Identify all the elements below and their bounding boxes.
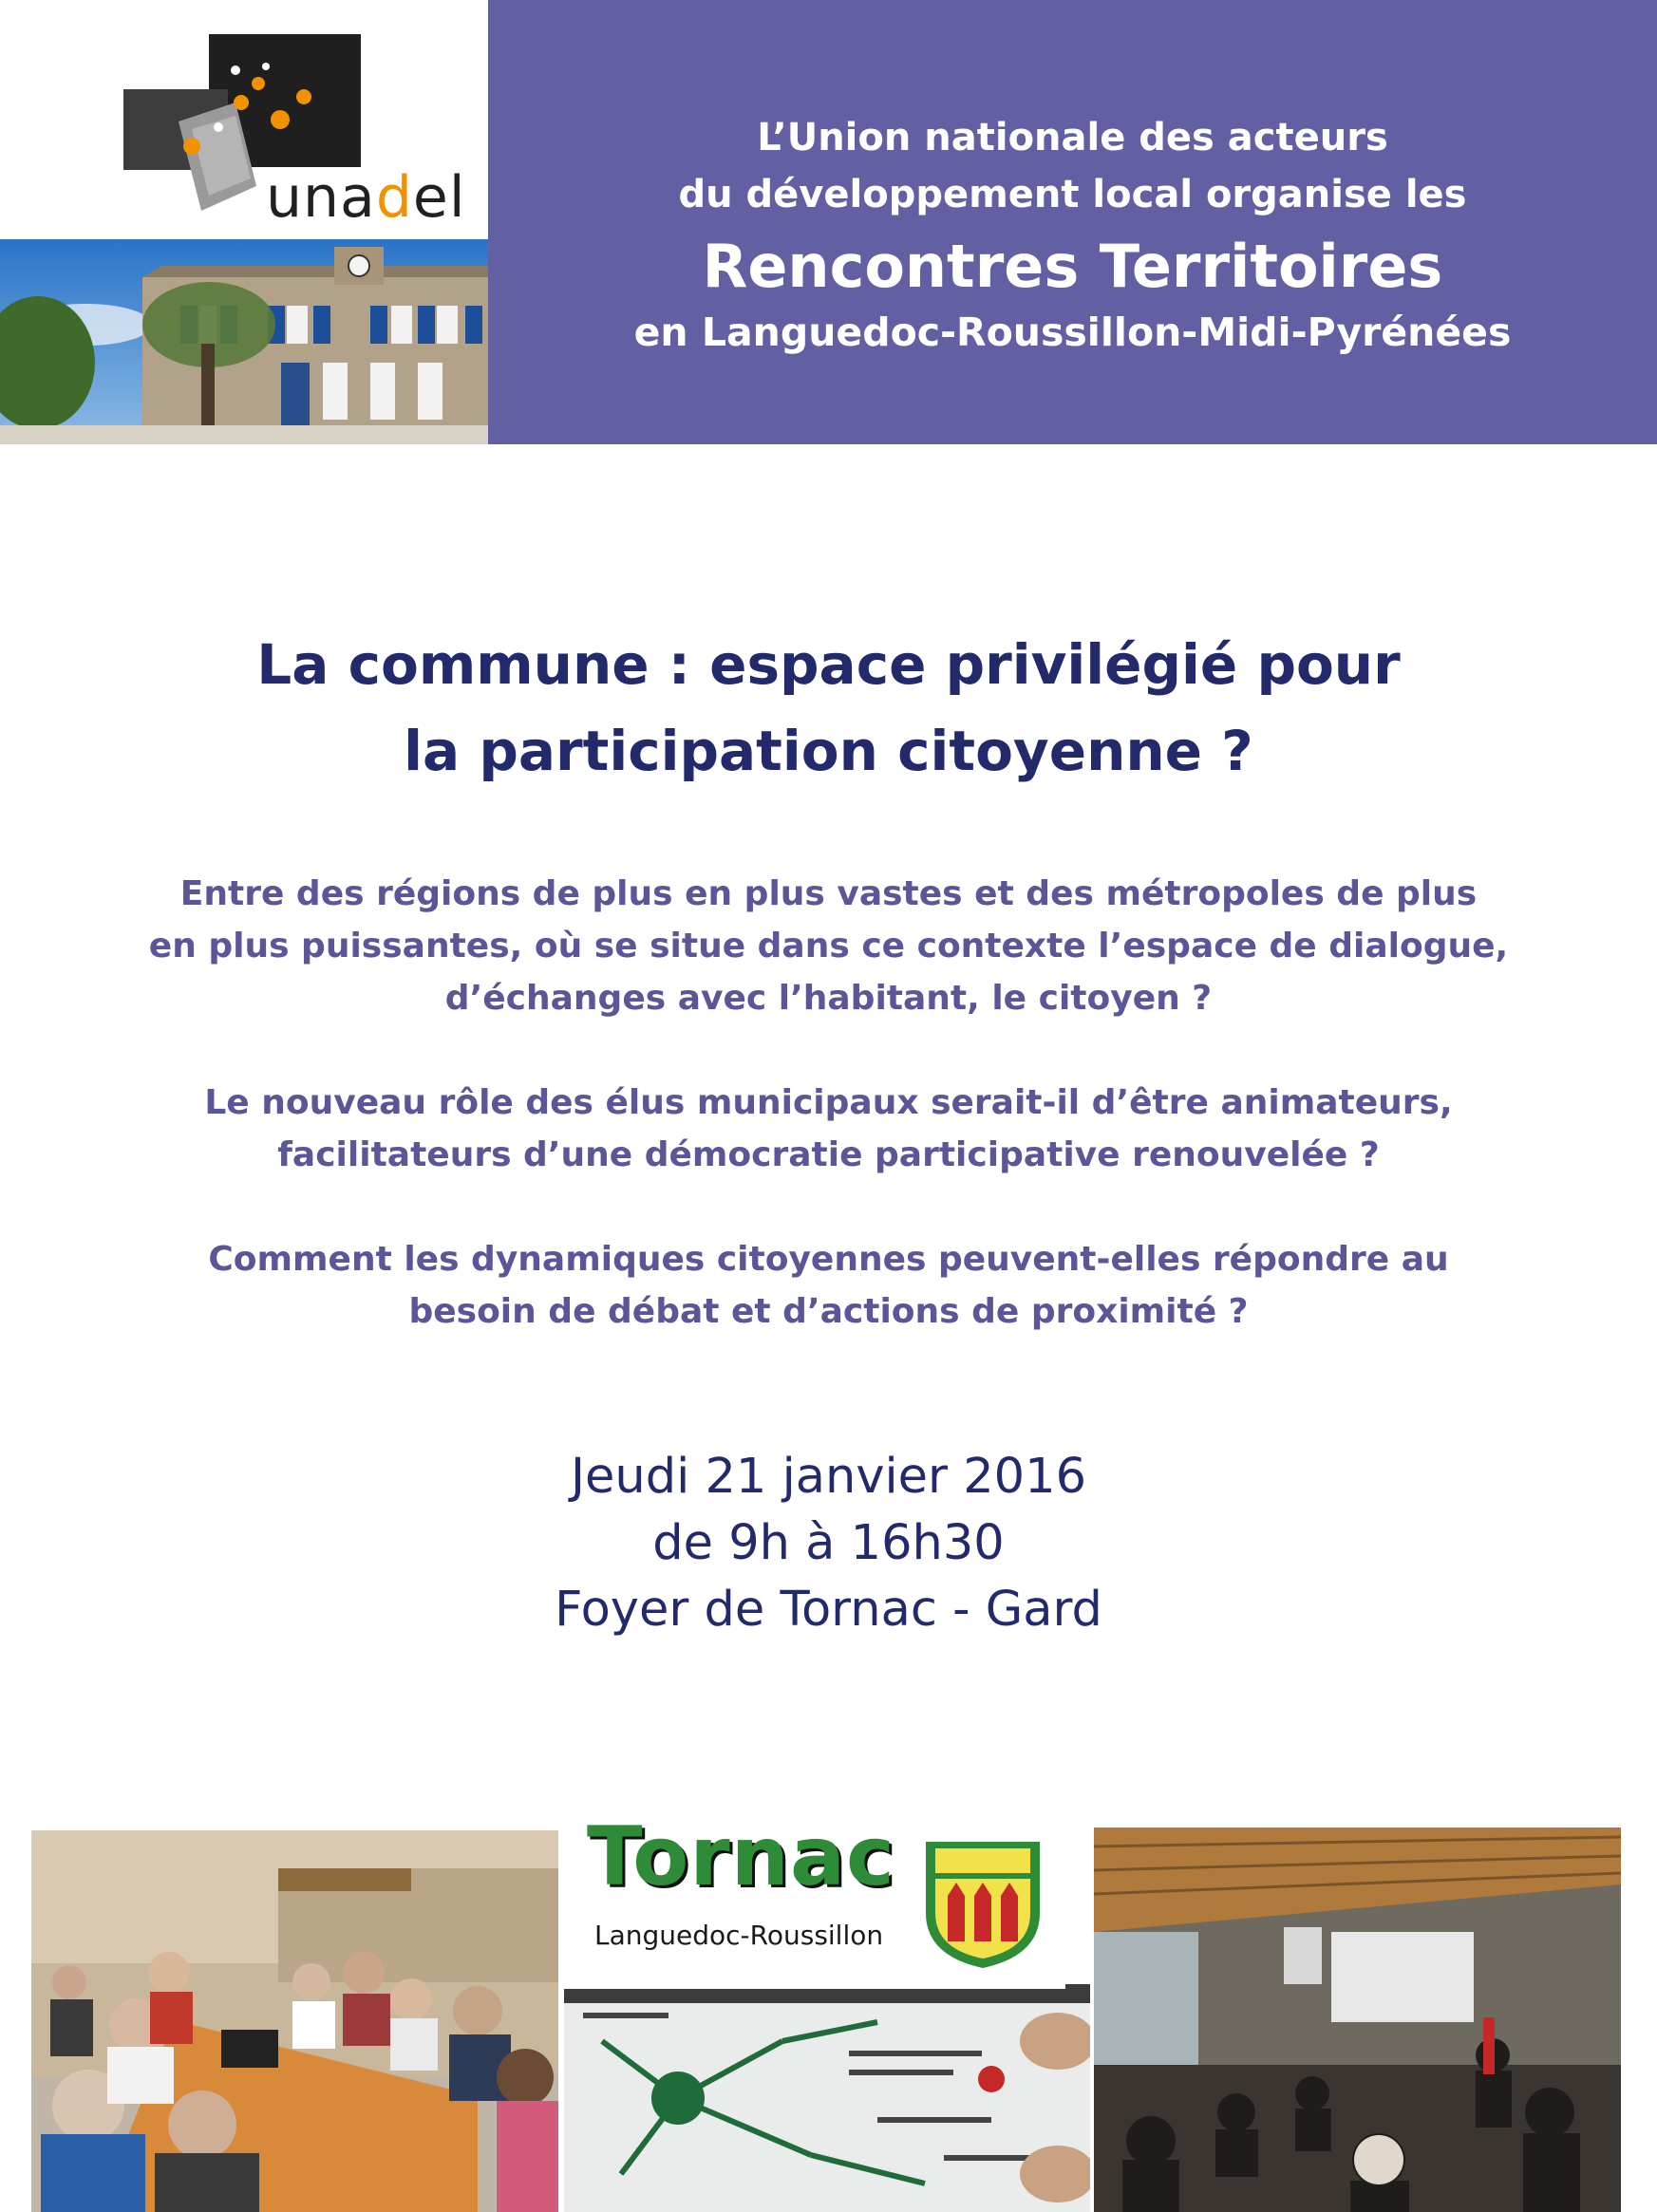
paragraph xyxy=(0,868,1657,1024)
header-intro-line-2: du développement local organise les xyxy=(678,173,1467,216)
paragraph-line: besoin de débat et d’actions de proximité ? xyxy=(408,1292,1249,1331)
paragraph-line: facilitateurs d’une démocratie participative renouvelée ? xyxy=(277,1135,1380,1174)
tornac-coat-of-arms-icon xyxy=(921,1837,1045,1970)
header-intro-line-1: L’Union nationale des acteurs xyxy=(757,116,1388,159)
event-details xyxy=(0,1444,1657,1643)
meeting-photo-room xyxy=(1094,1828,1621,2212)
header-banner xyxy=(488,0,1657,444)
page-title xyxy=(0,622,1657,795)
paragraph xyxy=(0,1077,1657,1181)
town-hall-photo-icon xyxy=(0,239,488,444)
meeting-room-photo-icon xyxy=(1094,1828,1621,2212)
header-intro xyxy=(488,109,1657,223)
event-place: Foyer de Tornac - Gard xyxy=(555,1582,1102,1638)
paragraph-line: en plus puissantes, où se situe dans ce contexte l’espace de dialogue, xyxy=(148,927,1509,965)
paragraph-line: d’échanges avec l’habitant, le citoyen ? xyxy=(444,979,1213,1018)
tornac-logo xyxy=(558,1797,1065,1989)
event-region: en Languedoc-Roussillon-Midi-Pyrénées xyxy=(633,309,1512,355)
town-hall-photo xyxy=(0,239,488,444)
unadel-logo xyxy=(0,0,488,239)
event-date: Jeudi 21 janvier 2016 xyxy=(570,1449,1087,1505)
paragraph-line: Comment les dynamiques citoyennes peuvent-elles répondre au xyxy=(208,1240,1449,1279)
event-time: de 9h à 16h30 xyxy=(652,1515,1005,1571)
meeting-photo-table xyxy=(31,1830,558,2212)
paragraph-line: Le nouveau rôle des élus municipaux serait-il d’être animateurs, xyxy=(204,1083,1453,1122)
mindmap-photo xyxy=(564,1984,1090,2212)
intro-paragraphs xyxy=(0,868,1657,1390)
tornac-name: Tornac xyxy=(587,1809,895,1904)
paragraph-line: Entre des régions de plus en plus vastes et des métropoles de plus xyxy=(179,874,1478,913)
event-series-title: Rencontres Territoires xyxy=(702,232,1443,301)
tornac-region: Languedoc-Roussillon xyxy=(594,1920,884,1951)
page-title-line-2: la participation citoyenne ? xyxy=(404,719,1253,783)
unadel-wordmark: unadel xyxy=(266,164,466,231)
paragraph xyxy=(0,1233,1657,1338)
meeting-table-photo-icon xyxy=(31,1830,558,2212)
page-title-line-1: La commune : espace privilégié pour xyxy=(256,632,1401,697)
mindmap-photo-icon xyxy=(564,1984,1090,2212)
